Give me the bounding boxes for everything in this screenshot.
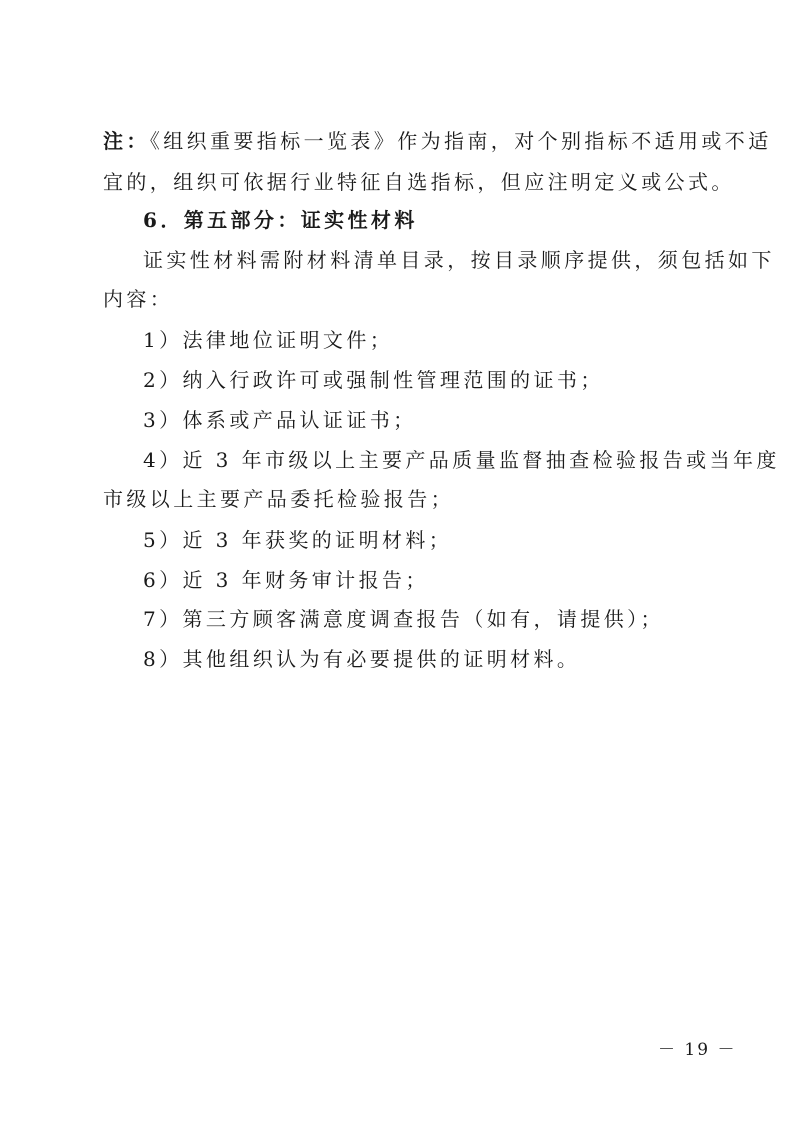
- list-item-3: 3）体系或产品认证证书；: [143, 408, 417, 432]
- list-item-1: 1）法律地位证明文件；: [143, 328, 394, 352]
- page-number: － 19 －: [658, 1040, 737, 1060]
- list-item-8: 8）其他组织认为有必要提供的证明材料。: [143, 647, 581, 671]
- note-text-1: 《组织重要指标一览表》作为指南，对个别指标不适用或不适: [149, 129, 772, 153]
- section-heading: 6．第五部分：证实性材料: [143, 208, 418, 232]
- list-item-6: 6）近 3 年财务审计报告；: [143, 568, 429, 592]
- list-item-4-continued: 市级以上主要产品委托检验报告；: [103, 487, 454, 511]
- list-item-2: 2）纳入行政许可或强制性管理范围的证书；: [143, 368, 604, 392]
- section-intro-line-2: 内容：: [103, 287, 174, 311]
- list-item-5: 5）近 3 年获奖的证明材料；: [143, 528, 453, 552]
- note-line-1: [103, 129, 772, 153]
- list-item-4: 4）近 3 年市级以上主要产品质量监督抽查检验报告或当年度: [143, 448, 780, 472]
- section-intro-line-1: 证实性材料需附材料清单目录，按目录顺序提供，须包括如下: [143, 248, 775, 272]
- list-item-7: 7）第三方顾客满意度调查报告（如有，请提供）；: [143, 607, 664, 631]
- note-prefix: 注：: [103, 129, 150, 153]
- note-line-2: 宜的，组织可依据行业特征自选指标，但应注明定义或公式。: [103, 170, 735, 194]
